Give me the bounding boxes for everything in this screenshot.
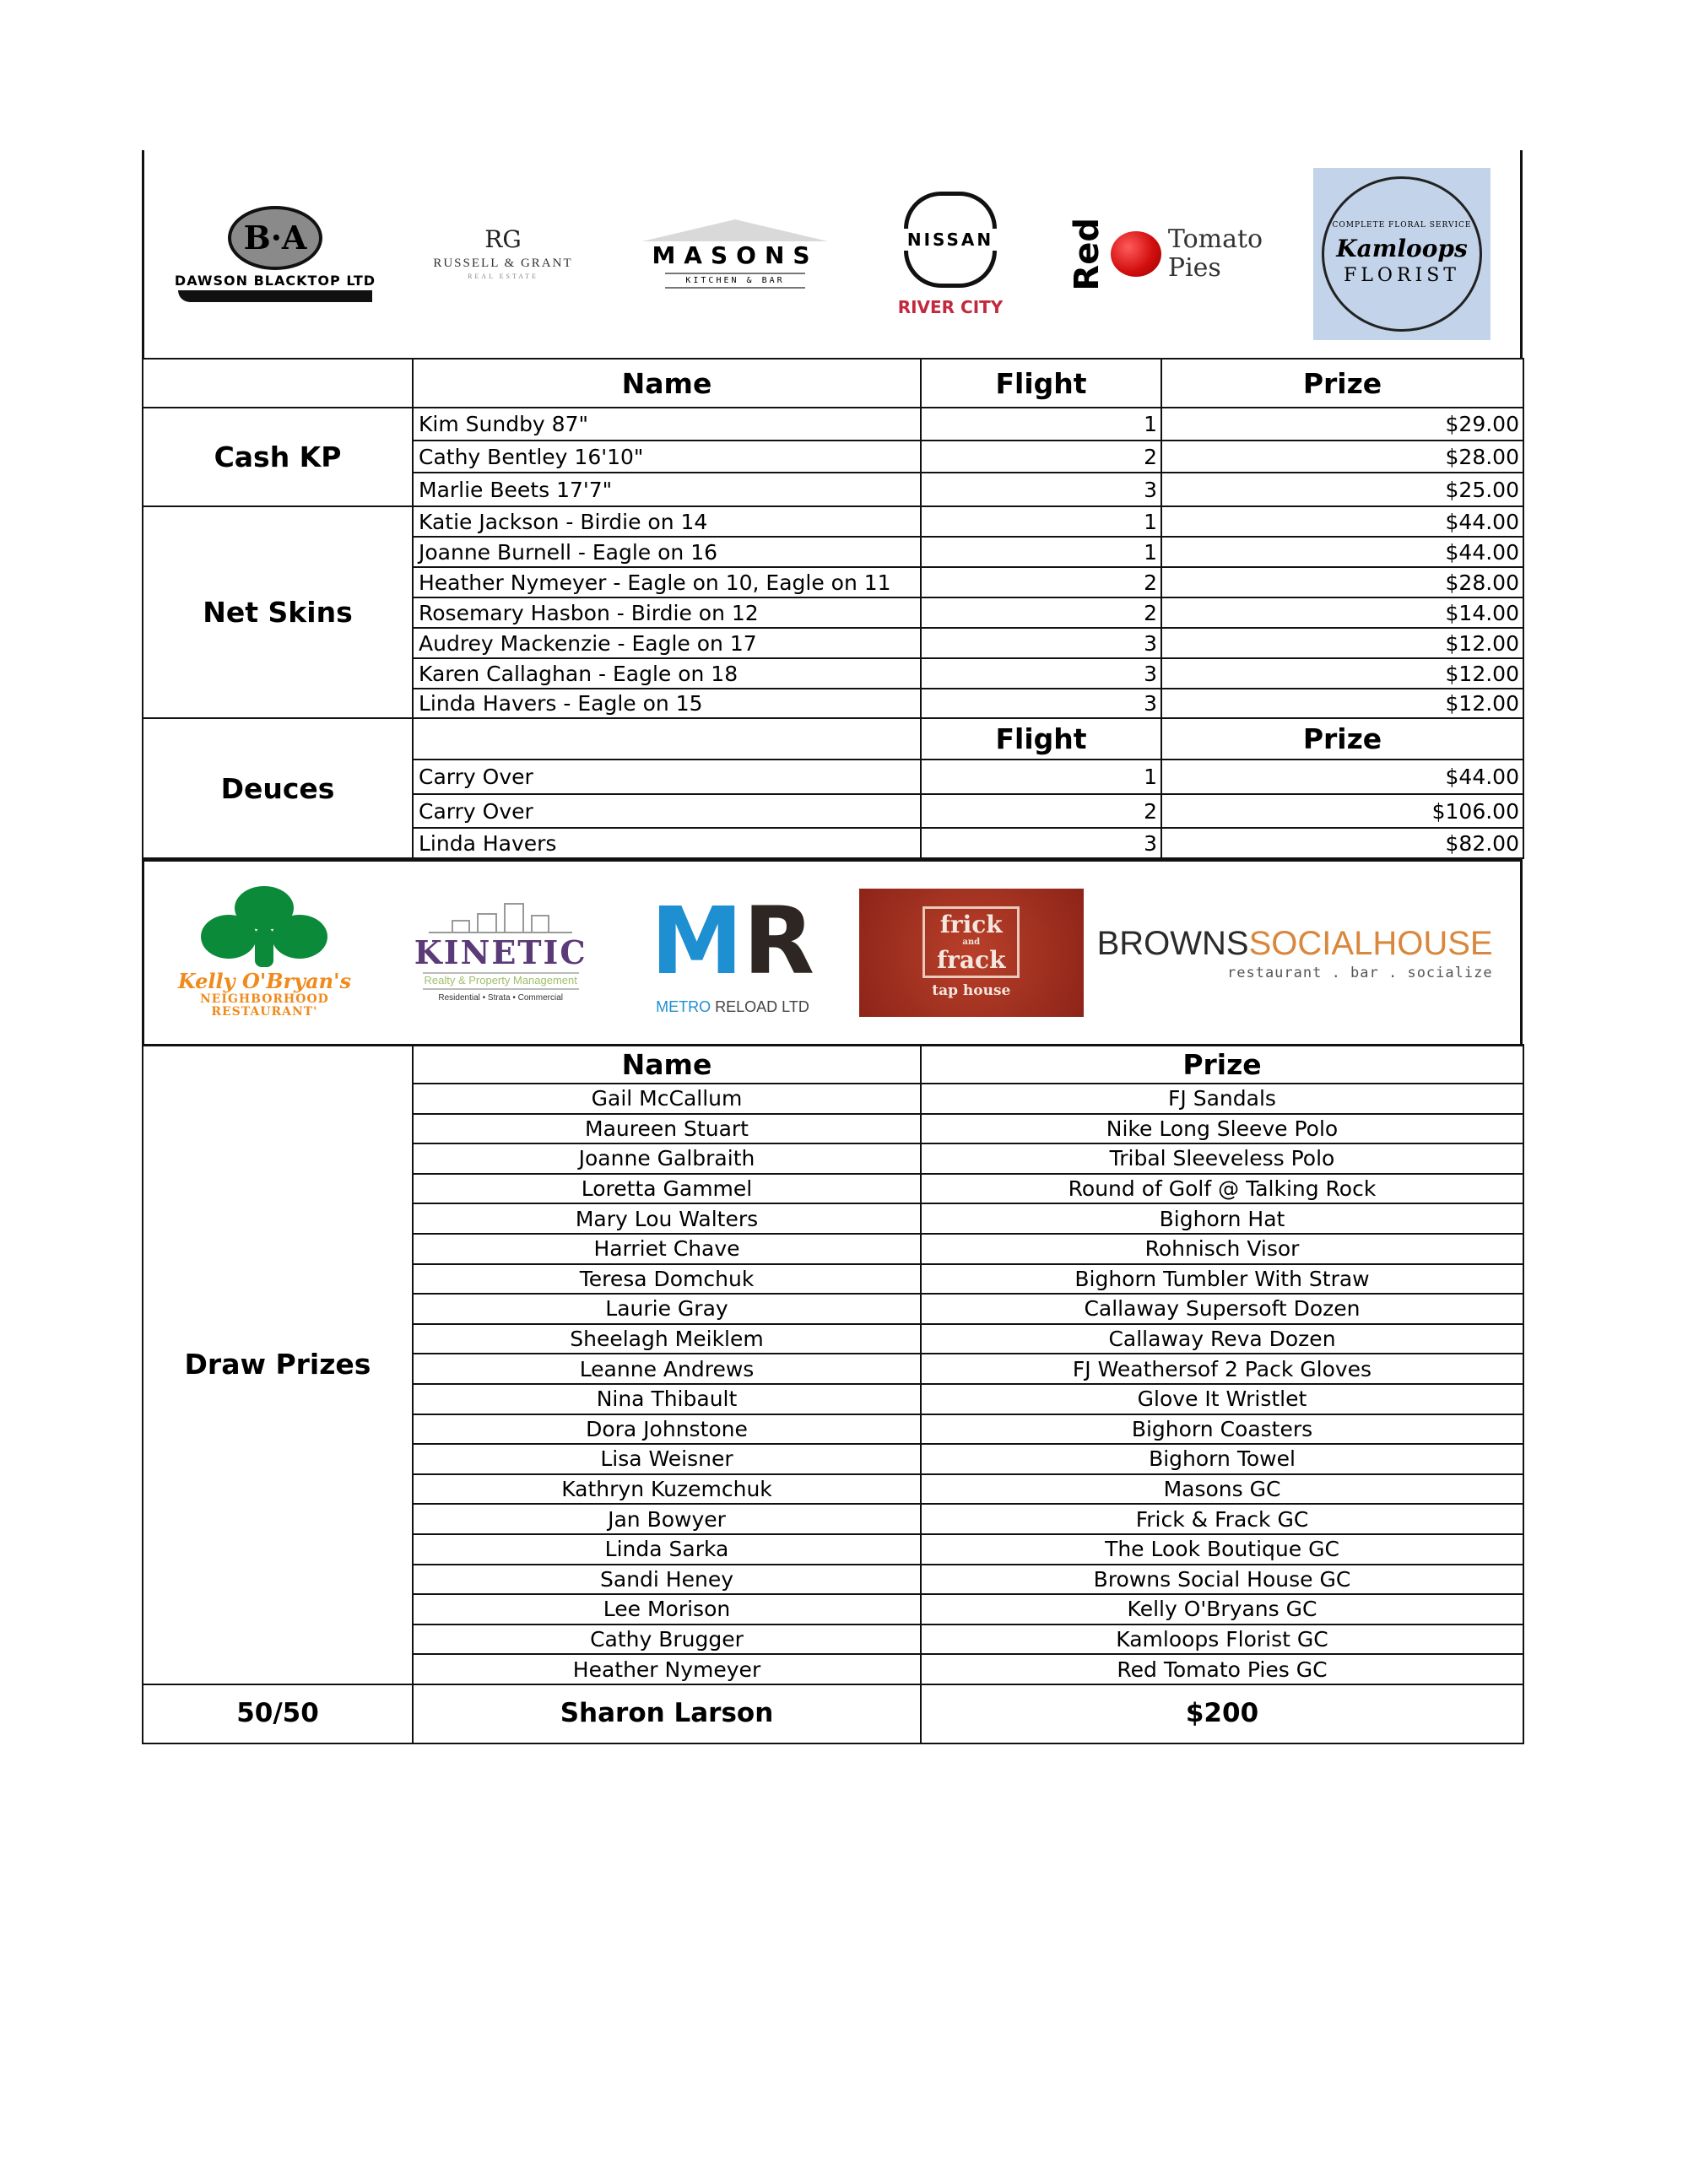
cell-prize: FJ Weathersof 2 Pack Gloves [921,1354,1523,1384]
logo-toptext: COMPLETE FLORAL SERVICE [1332,220,1472,230]
table-header-row [143,359,1523,408]
logo-mark-r: R [743,886,815,995]
logo-dawson-blacktop [174,206,376,302]
logo-subtext: KITCHEN & BAR [665,273,804,289]
cell-prize: $82.00 [1161,828,1523,858]
logo-subtext: REAL ESTATE [468,273,538,281]
sponsor-logos-bottom [142,859,1523,1046]
logo-kelly-obryans [171,886,357,1019]
cell-flight: 2 [921,441,1161,473]
header-blank [413,718,921,760]
cell-prize: Masons GC [921,1474,1523,1505]
logo-subtext: restaurant . bar . socialize [1227,964,1493,981]
tomato-icon [1111,231,1161,277]
logo-subtext: Realty & Property Management [423,972,579,989]
logo-text: NISSAN [906,230,994,250]
cell-name: Heather Nymeyer - Eagle on 10, Eagle on 11 [413,567,921,597]
cell-prize: FJ Sandals [921,1084,1523,1114]
skyline-icon [429,903,572,933]
logo-masons [630,219,841,289]
cell-name: Kim Sundby 87" [413,408,921,441]
cell-prize: $44.00 [1161,760,1523,794]
header-name: Name [413,359,921,408]
logo-text: RUSSELL & GRANT [433,256,573,270]
cell-name: Katie Jackson - Birdie on 14 [413,506,921,537]
fifty-fifty-winner: Sharon Larson [413,1684,921,1743]
section-label-cash-kp: Cash KP [143,408,413,506]
cell-name: Sheelagh Meiklem [413,1324,921,1354]
sponsor-logos-top [142,150,1523,358]
cell-prize: Kelly O'Bryans GC [921,1594,1523,1624]
cell-flight: 1 [921,760,1161,794]
cell-prize: $25.00 [1161,473,1523,506]
fifty-fifty-row [143,1684,1523,1743]
cell-prize: Round of Golf @ Talking Rock [921,1174,1523,1204]
logo-subtext-2: RELOAD LTD [711,997,809,1015]
cell-prize: $106.00 [1161,794,1523,828]
header-prize: Prize [1161,718,1523,760]
cell-name: Carry Over [413,760,921,794]
section-label-fifty-fifty: 50/50 [143,1684,413,1743]
cell-prize: Tribal Sleeveless Polo [921,1143,1523,1174]
cell-name: Audrey Mackenzie - Eagle on 17 [413,628,921,658]
results-sheet [142,150,1523,1744]
cell-prize: Red Tomato Pies GC [921,1654,1523,1684]
cell-prize: $28.00 [1161,567,1523,597]
cell-prize: Bighorn Tumbler With Straw [921,1264,1523,1295]
header-flight: Flight [921,359,1161,408]
draw-prizes-table [142,1044,1524,1744]
draw-header-row [143,1045,1523,1084]
deuces-header-row [143,718,1523,760]
cell-name: Lisa Weisner [413,1444,921,1474]
cell-name: Marlie Beets 17'7" [413,473,921,506]
logo-kamloops-florist [1313,168,1491,340]
cell-prize: Browns Social House GC [921,1565,1523,1595]
logo-text: DAWSON BLACKTOP LTD [174,273,376,289]
logo-text: Kelly O'Bryan's [177,969,351,994]
logo-frick-frack [859,889,1084,1017]
mountain-icon [642,219,828,241]
cell-name: Joanne Galbraith [413,1143,921,1174]
section-label-net-skins: Net Skins [143,506,413,718]
cell-name: Laurie Gray [413,1294,921,1324]
cell-prize: Nike Long Sleeve Polo [921,1114,1523,1144]
logo-mark: Red [1067,217,1106,291]
section-label-deuces: Deuces [143,718,413,858]
florist-ring-icon [1322,176,1482,332]
cell-flight: 3 [921,658,1161,689]
cell-prize: $28.00 [1161,441,1523,473]
cell-prize: Bighorn Towel [921,1444,1523,1474]
logo-text: frick [939,911,1003,939]
header-name: Name [413,1045,921,1084]
cell-prize: Callaway Reva Dozen [921,1324,1523,1354]
mr-mark-icon [650,886,815,995]
logo-text-and: and [962,937,981,947]
cell-flight: 3 [921,628,1161,658]
logo-text: KINETIC [414,933,587,972]
logo-text: Kamloops [1336,235,1468,263]
cell-flight: 1 [921,506,1161,537]
header-prize: Prize [921,1045,1523,1084]
logo-red-tomato-pies [1060,218,1271,291]
cell-flight: 3 [921,473,1161,506]
cell-name: Loretta Gammel [413,1174,921,1204]
cell-prize: Bighorn Hat [921,1203,1523,1234]
cell-prize: $12.00 [1161,689,1523,718]
cell-prize: $44.00 [1161,506,1523,537]
logo-mark: B·A [228,206,322,270]
cell-name: Rosemary Hasbon - Birdie on 12 [413,597,921,628]
cell-prize: Frick & Frack GC [921,1504,1523,1534]
cell-name: Cathy Bentley 16'10" [413,441,921,473]
logo-browns-socialhouse [1096,924,1493,981]
logo-subtext: NEIGHBORHOOD [199,992,329,1006]
cell-prize: $12.00 [1161,658,1523,689]
logo-subtext: FLORIST [1344,265,1460,287]
cell-flight: 3 [921,828,1161,858]
cell-flight: 3 [921,689,1161,718]
logo-text-2: SOCIALHOUSE [1248,924,1493,962]
cell-prize: The Look Boutique GC [921,1534,1523,1565]
table-row [143,408,1523,441]
logo-mark: RG [484,224,522,253]
cell-name: Leanne Andrews [413,1354,921,1384]
logo-russell-grant [419,224,587,281]
cell-flight: 1 [921,537,1161,567]
logo-text: Tomato [1167,224,1263,254]
header-blank [143,359,413,408]
fifty-fifty-prize: $200 [921,1684,1523,1743]
cell-name: Maureen Stuart [413,1114,921,1144]
cell-name: Kathryn Kuzemchuk [413,1474,921,1505]
nissan-ring-bottom-icon [904,251,997,288]
cell-name: Jan Bowyer [413,1504,921,1534]
cell-name: Joanne Burnell - Eagle on 16 [413,537,921,567]
cell-prize: Glove It Wristlet [921,1384,1523,1414]
cell-prize: Callaway Supersoft Dozen [921,1294,1523,1324]
cell-name: Karen Callaghan - Eagle on 18 [413,658,921,689]
road-swoosh-icon [178,290,372,302]
header-prize: Prize [1161,359,1523,408]
cell-prize: Bighorn Coasters [921,1414,1523,1445]
logo-subtext-2: Residential • Strata • Commercial [438,992,563,1003]
cell-name: Linda Havers - Eagle on 15 [413,689,921,718]
logo-metro-reload [644,886,821,1016]
shamrock-icon [201,886,327,967]
cell-name: Carry Over [413,794,921,828]
cell-name: Sandi Heney [413,1565,921,1595]
header-flight: Flight [921,718,1161,760]
cell-prize: $12.00 [1161,628,1523,658]
logo-nissan-river-city [883,192,1018,316]
logo-mark-m: M [650,886,744,995]
cell-name: Lee Morison [413,1594,921,1624]
cell-flight: 2 [921,567,1161,597]
logo-subtext: METRO [656,997,711,1015]
cell-name: Linda Havers [413,828,921,858]
cell-prize: $29.00 [1161,408,1523,441]
cell-name: Mary Lou Walters [413,1203,921,1234]
nissan-ring-top-icon [904,192,997,229]
logo-subtext: RIVER CITY [897,297,1004,317]
cell-prize: Kamloops Florist GC [921,1624,1523,1655]
cell-flight: 2 [921,597,1161,628]
cell-name: Teresa Domchuk [413,1264,921,1295]
logo-subtext-2: RESTAURANT' [211,1005,318,1019]
cell-flight: 1 [921,408,1161,441]
cell-name: Cathy Brugger [413,1624,921,1655]
cell-flight: 2 [921,794,1161,828]
cell-name: Heather Nymeyer [413,1654,921,1684]
cell-prize: $44.00 [1161,537,1523,567]
cell-name: Nina Thibault [413,1384,921,1414]
cell-prize: $14.00 [1161,597,1523,628]
section-label-draw-prizes: Draw Prizes [143,1045,413,1684]
logo-kinetic [395,903,606,1002]
logo-text-2: frack [937,945,1006,974]
results-table [142,358,1524,859]
logo-subtext: tap house [932,982,1011,1000]
logo-text: MASONS [652,241,819,270]
logo-text-2: Pies [1167,253,1221,283]
cell-name: Dora Johnstone [413,1414,921,1445]
cell-name: Linda Sarka [413,1534,921,1565]
cell-name: Harriet Chave [413,1234,921,1264]
table-row [143,506,1523,537]
logo-text: BROWNS [1096,924,1249,962]
cell-name: Gail McCallum [413,1084,921,1114]
cell-prize: Rohnisch Visor [921,1234,1523,1264]
